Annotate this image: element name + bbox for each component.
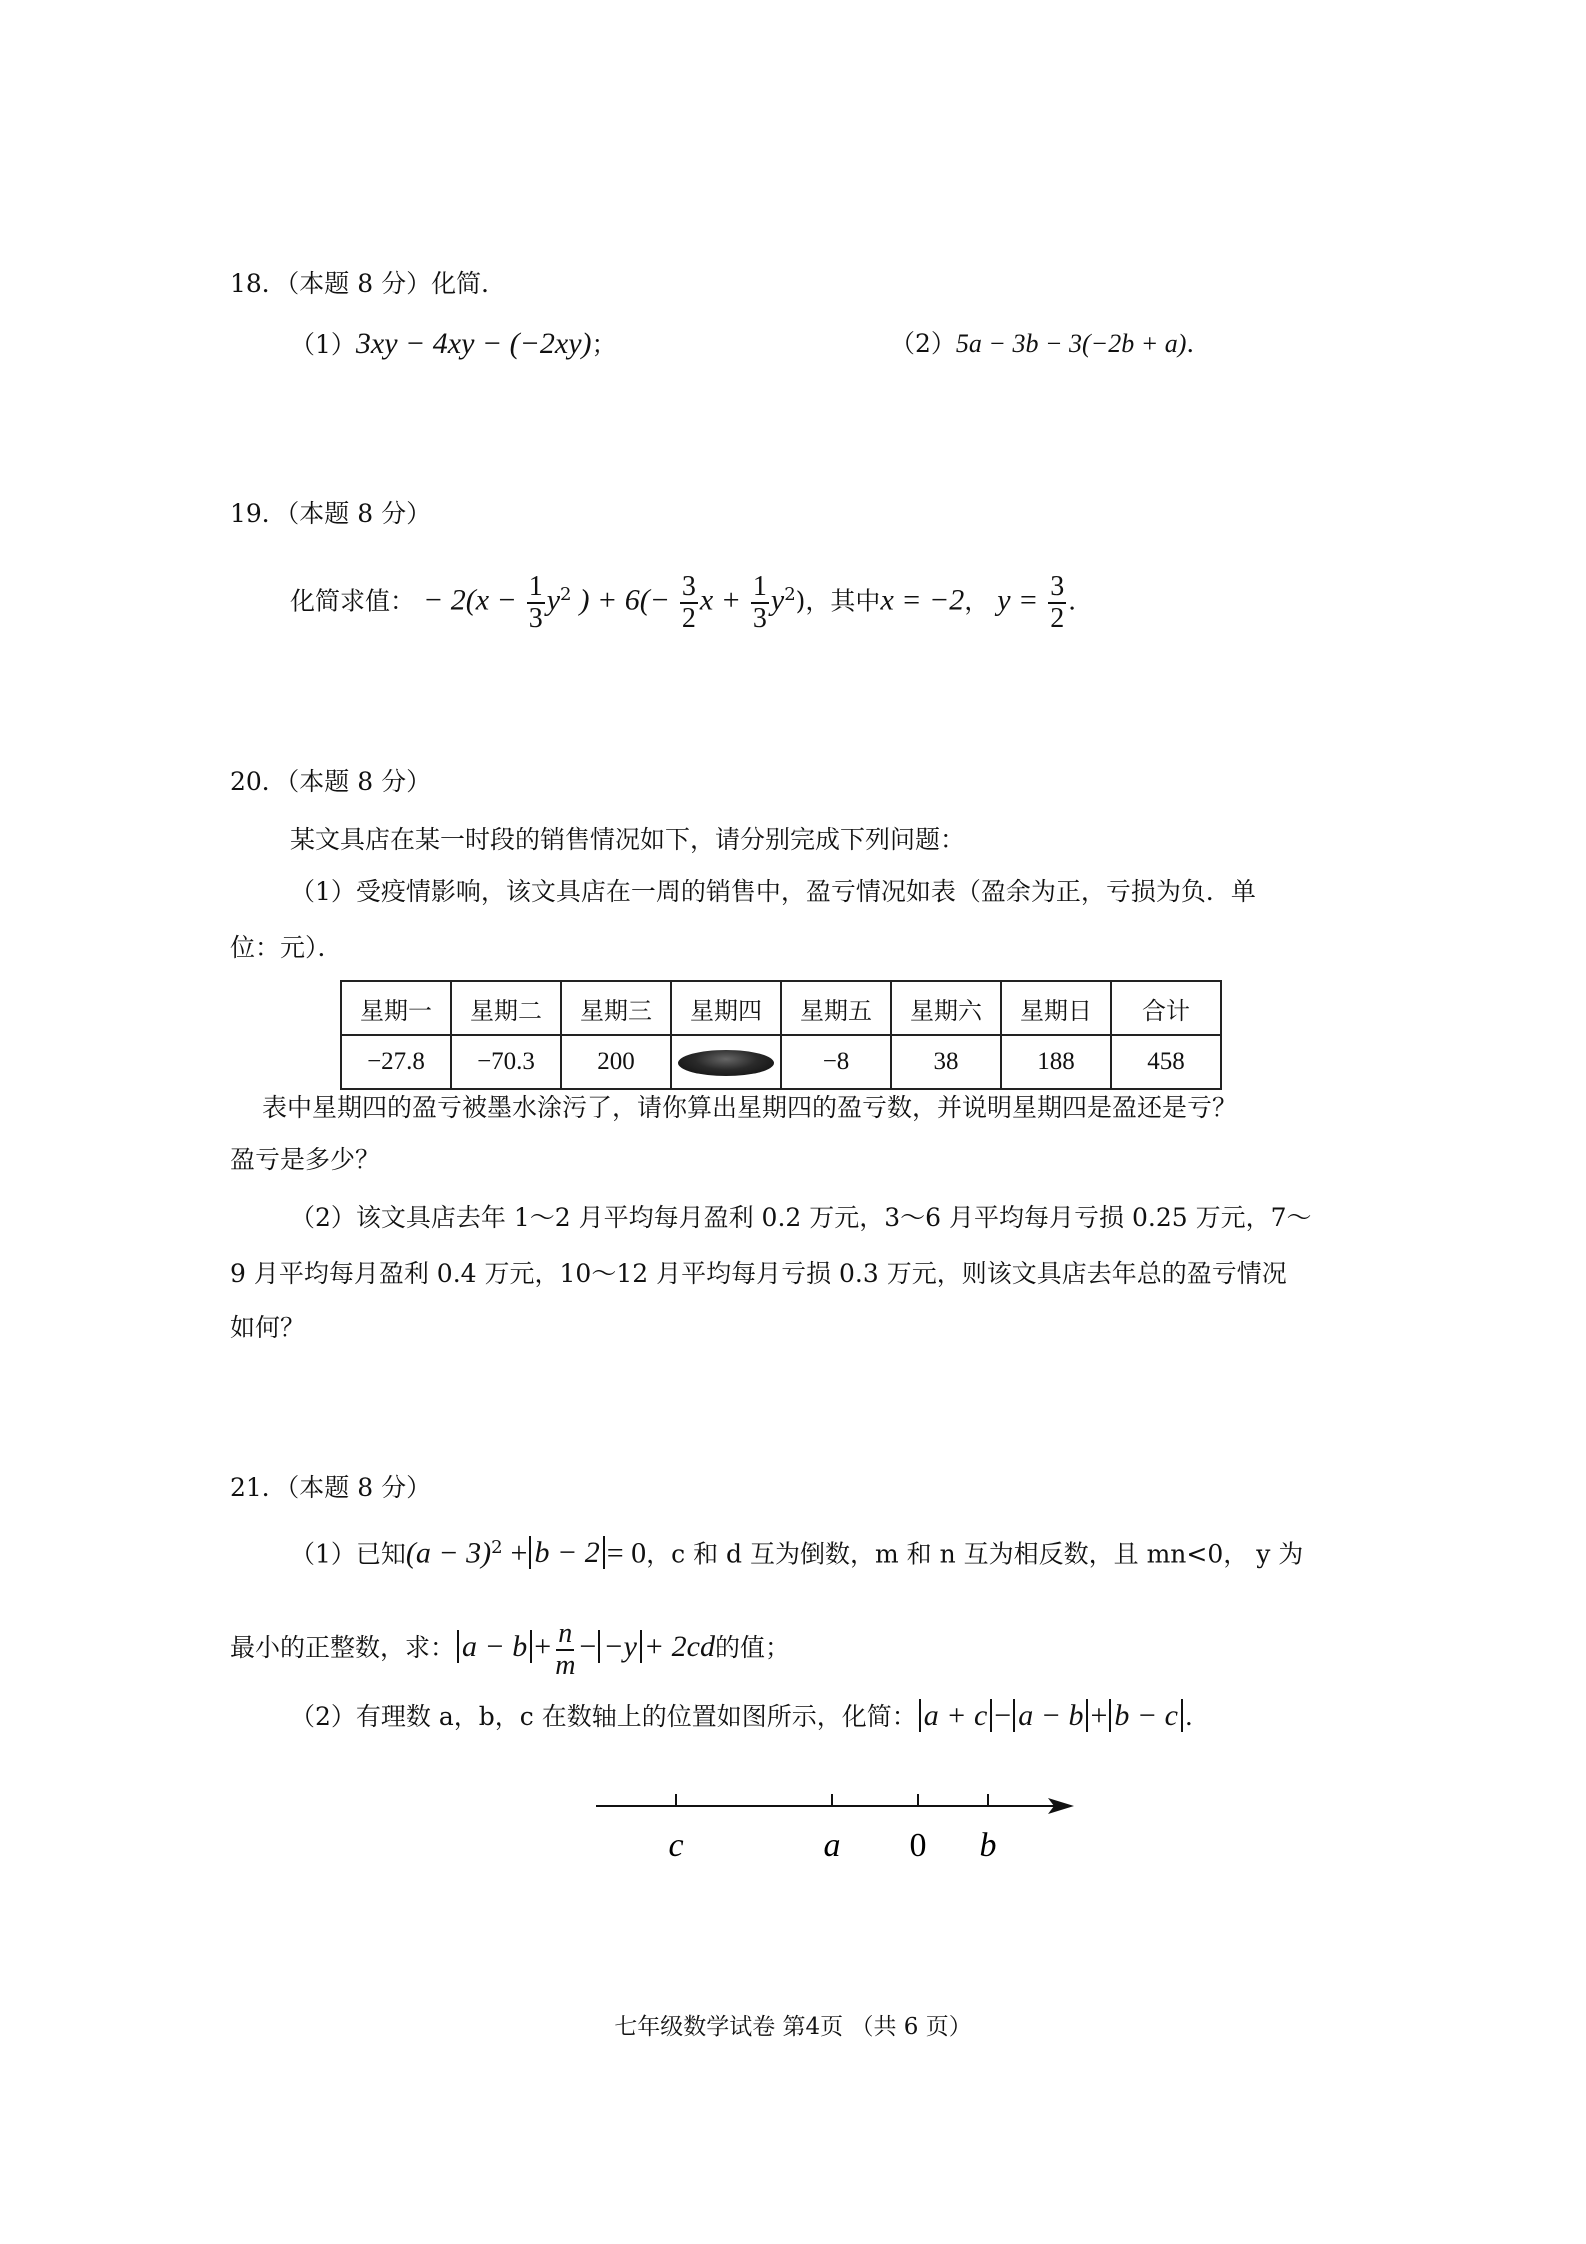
q19-condition-x: x = −2 — [880, 583, 965, 617]
q19-expr-part1: − 2(x − — [422, 583, 517, 617]
table-header-cell: 星期日 — [1001, 981, 1111, 1035]
label-b: b — [979, 1827, 997, 1864]
sales-table-value-row — [341, 1035, 1221, 1089]
label-0: 0 — [909, 1827, 927, 1864]
q19-fraction-4: $\frac{3}{2}$ — [1050, 570, 1065, 634]
table-header-cell: 星期四 — [671, 981, 781, 1035]
q19-expr-y1: y — [546, 583, 561, 617]
q19-condition-intro: )，其中 — [795, 586, 881, 616]
q21-abs-b-minus-c: b − c — [1109, 1699, 1183, 1732]
table-header-cell: 星期六 — [891, 981, 1001, 1035]
q21-abs-a-minus-b-2: a − b — [1013, 1699, 1088, 1732]
table-header-cell: 合计 — [1111, 981, 1221, 1035]
q19-condition-y: y = — [997, 583, 1039, 617]
q20-part2-line1: （2）该文具店去年 1～2 月平均每月盈利 0.2 万元，3～6 月平均每月亏损 0.25 万元，7～ — [290, 1203, 1312, 1232]
q21-expr-square: (a − 3) — [405, 1536, 492, 1570]
q19-expr-part4: x + — [699, 583, 741, 617]
q20-part1-line1: （1）受疫情影响，该文具店在一周的销售中，盈亏情况如表（盈余为正，亏损为负．单 — [290, 877, 1256, 906]
table-cell: 200 — [561, 1035, 671, 1089]
q18-part2-label: （2） — [890, 329, 956, 358]
q18-header: 18．（本题 8 分）化简． — [230, 269, 507, 298]
table-cell: −8 — [781, 1035, 891, 1089]
table-header-cell: 星期三 — [561, 981, 671, 1035]
q21-fraction-n-over-m: $\frac{n}{m}$ — [555, 1617, 576, 1681]
table-header-cell: 星期五 — [781, 981, 891, 1035]
q20-intro: 某文具店在某一时段的销售情况如下，请分别完成下列问题： — [290, 825, 966, 854]
q19-fraction-2: $\frac{3}{2}$ — [681, 570, 696, 634]
table-cell: 38 — [891, 1035, 1001, 1089]
q18-part1-end: ； — [591, 330, 617, 359]
q21-expr-2cd: + 2cd — [643, 1630, 715, 1663]
q20-part1-line2: 位：元）． — [230, 933, 343, 962]
q20-after-table-line2: 盈亏是多少？ — [230, 1145, 381, 1174]
q21-abs-a-minus-b: a − b — [457, 1630, 532, 1663]
q21-part1-line2: 最小的正整数，求： a − b + $\frac{n}{m}$ − −y + 2cd的值； — [230, 1617, 790, 1681]
q20-part2-line2: 9 月平均每月盈利 0.4 万元，10～12 月平均每月亏损 0.3 万元，则该文具店去年总的盈亏情况 — [230, 1259, 1287, 1288]
table-cell: −27.8 — [341, 1035, 451, 1089]
q18-part2-expression: 5a − 3b − 3(−2b + a) — [955, 329, 1187, 358]
table-header-cell: 星期一 — [341, 981, 451, 1035]
q19-fraction-1: $\frac{1}{3}$ — [528, 570, 543, 634]
ink-blot — [678, 1050, 774, 1076]
sales-table-header-row — [341, 981, 1221, 1035]
q18-part1 — [290, 326, 617, 363]
q18-part1-label: （1） — [290, 330, 356, 359]
q21-abs-minus-y: −y — [598, 1630, 642, 1663]
q19-intro: 化简求值： — [290, 586, 416, 616]
q20-part2-line3: 如何？ — [230, 1313, 306, 1342]
label-c: c — [668, 1827, 684, 1864]
q21-header: 21．（本题 8 分） — [230, 1473, 432, 1502]
q18-part2 — [890, 326, 1211, 362]
q21-part1-line1: （1）已知$(a - 3)^2 + b - 2 = 0$，c 和 d 互为倒数，m 和 n 互为相反数，且 mn<0， y 为 — [290, 1536, 1304, 1570]
table-cell: 458 — [1111, 1035, 1221, 1089]
q21-part2-line: （2）有理数 a，b，c 在数轴上的位置如图所示，化简： a + c − a − b + b − c ． — [290, 1699, 1210, 1732]
q20-after-table-line1: 表中星期四的盈亏被墨水涂污了，请你算出星期四的盈亏数，并说明星期四是盈还是亏？ — [262, 1093, 1238, 1122]
table-cell: −70.3 — [451, 1035, 561, 1089]
label-a: a — [823, 1827, 841, 1864]
table-cell: 188 — [1001, 1035, 1111, 1089]
q19-expr-y2: y — [770, 583, 785, 617]
q18-part1-expression: 3xy − 4xy − (−2xy) — [355, 327, 592, 360]
table-header-cell: 星期二 — [451, 981, 561, 1035]
number-line — [590, 1780, 1080, 1880]
q19-fraction-3: $\frac{1}{3}$ — [752, 570, 767, 634]
q19-header: 19．（本题 8 分） — [230, 499, 432, 528]
q21-abs-a-plus-c: a + c — [919, 1699, 993, 1732]
q20-header: 20．（本题 8 分） — [230, 767, 432, 796]
page-footer: 七年级数学试卷 第4页 （共 6 页） — [614, 2014, 972, 2040]
sales-table — [340, 980, 1222, 1090]
q21-abs-b-minus-2: b − 2 — [529, 1536, 604, 1569]
q18-part2-end: ． — [1186, 329, 1212, 358]
q19-expression-line: 化简求值： − 2(x − $\frac{1}{3}$ $y^2$ ) + 6(− $\frac{3}{2}$ x + $\frac{1}{3}$ $y^2$)，其中x = −2， y = $\frac{3}{2}$ ． — [290, 570, 1094, 634]
q19-expr-part3: ) + 6(− — [579, 583, 670, 617]
table-cell-ink-blot — [671, 1035, 781, 1089]
